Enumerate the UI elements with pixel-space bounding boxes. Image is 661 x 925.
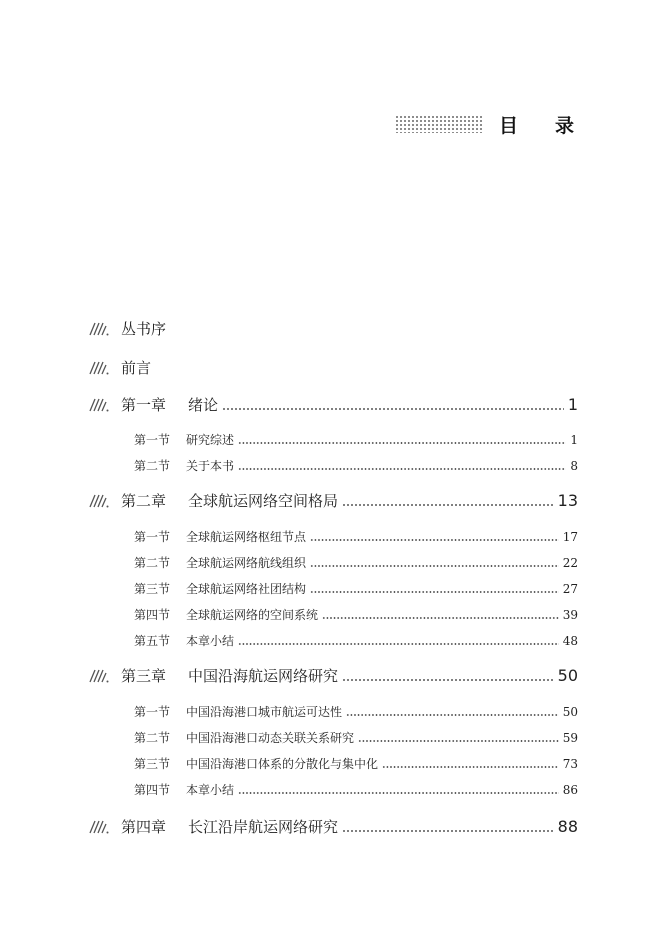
- toc-header: [395, 112, 612, 137]
- page-number: 88: [557, 817, 578, 836]
- section-number: 第一节: [134, 530, 171, 544]
- slash-mark-icon: [87, 494, 109, 508]
- page-number: 39: [562, 607, 578, 622]
- section-number: 第一节: [134, 433, 171, 447]
- section-number: 第四节: [134, 608, 171, 622]
- page-number: 8: [570, 458, 578, 473]
- dot-leader: [310, 539, 559, 541]
- section-title: 中国沿海港口动态关联关系研究: [186, 731, 355, 745]
- section-number: 第二节: [134, 556, 171, 570]
- dot-leader: [342, 679, 554, 681]
- toc-section[interactable]: [134, 554, 578, 571]
- slash-mark-icon: [87, 669, 109, 683]
- toc-section[interactable]: [134, 781, 578, 798]
- page-number: 1: [570, 432, 578, 447]
- toc-section[interactable]: [134, 632, 578, 649]
- page-title: 目录: [499, 115, 612, 137]
- slash-mark-icon: [87, 322, 109, 336]
- section-number: 第三节: [134, 757, 171, 771]
- section-title: 全球航运网络航线组织: [186, 556, 307, 570]
- chapter-title: 全球航运网络空间格局: [188, 492, 339, 510]
- section-title: 全球航运网络枢纽节点: [186, 530, 307, 544]
- section-title: 全球航运网络社团结构: [186, 582, 307, 596]
- chapter-number: 第二章: [121, 492, 167, 510]
- dotted-pattern-decoration: [395, 115, 483, 133]
- page-number: 17: [562, 529, 578, 544]
- slash-mark-icon: [87, 820, 109, 834]
- page-number: 22: [562, 555, 578, 570]
- toc-chapter-3[interactable]: [87, 665, 578, 686]
- chapter-title: 绪论: [188, 396, 219, 414]
- toc-chapter-4[interactable]: [87, 816, 578, 837]
- section-number: 第四节: [134, 783, 171, 797]
- slash-mark-icon: [87, 398, 109, 412]
- dot-leader: [222, 408, 564, 410]
- dot-leader: [238, 442, 566, 444]
- section-number: 第三节: [134, 582, 171, 596]
- dot-leader: [342, 830, 554, 832]
- slash-mark-icon: [87, 361, 109, 375]
- page-number: 48: [562, 633, 578, 648]
- front-matter-label: 前言: [121, 359, 152, 377]
- section-title: 研究综述: [186, 433, 235, 447]
- front-matter-label: 丛书序: [121, 320, 167, 338]
- chapter-number: 第三章: [121, 667, 167, 685]
- page-number: 50: [562, 704, 578, 719]
- dot-leader: [238, 643, 559, 645]
- dot-leader: [358, 740, 559, 742]
- dot-leader: [346, 714, 559, 716]
- chapter-number: 第四章: [121, 818, 167, 836]
- toc-chapter-2[interactable]: [87, 490, 578, 511]
- toc-section[interactable]: [134, 528, 578, 545]
- section-title: 本章小结: [186, 783, 235, 797]
- page-number: 27: [562, 581, 578, 596]
- toc-section[interactable]: [134, 606, 578, 623]
- page-number: 50: [557, 666, 578, 685]
- section-title: 关于本书: [186, 459, 235, 473]
- section-title: 本章小结: [186, 634, 235, 648]
- toc-section[interactable]: [134, 729, 578, 746]
- section-title: 中国沿海港口城市航运可达性: [186, 705, 343, 719]
- section-number: 第二节: [134, 459, 171, 473]
- dot-leader: [322, 617, 559, 619]
- dot-leader: [342, 504, 554, 506]
- toc-entry-preface-series[interactable]: [87, 318, 166, 339]
- toc-entry-foreword[interactable]: [87, 357, 151, 378]
- section-number: 第一节: [134, 705, 171, 719]
- dot-leader: [310, 565, 559, 567]
- section-title: 中国沿海港口体系的分散化与集中化: [186, 757, 379, 771]
- dot-leader: [310, 591, 559, 593]
- section-title: 全球航运网络的空间系统: [186, 608, 319, 622]
- chapter-title: 中国沿海航运网络研究: [188, 667, 339, 685]
- dot-leader: [238, 468, 566, 470]
- toc-section[interactable]: [134, 703, 578, 720]
- toc-section[interactable]: [134, 755, 578, 772]
- section-number: 第二节: [134, 731, 171, 745]
- dot-leader: [382, 766, 559, 768]
- page-number: 59: [562, 730, 578, 745]
- page-number: 1: [567, 395, 578, 414]
- page-number: 73: [562, 756, 578, 771]
- chapter-number: 第一章: [121, 396, 167, 414]
- chapter-title: 长江沿岸航运网络研究: [188, 818, 339, 836]
- toc-section[interactable]: [134, 457, 578, 474]
- section-number: 第五节: [134, 634, 171, 648]
- toc-chapter-1[interactable]: [87, 394, 578, 415]
- toc-section[interactable]: [134, 580, 578, 597]
- page-number: 86: [562, 782, 578, 797]
- dot-leader: [238, 792, 559, 794]
- page-number: 13: [557, 491, 578, 510]
- toc-section[interactable]: [134, 431, 578, 448]
